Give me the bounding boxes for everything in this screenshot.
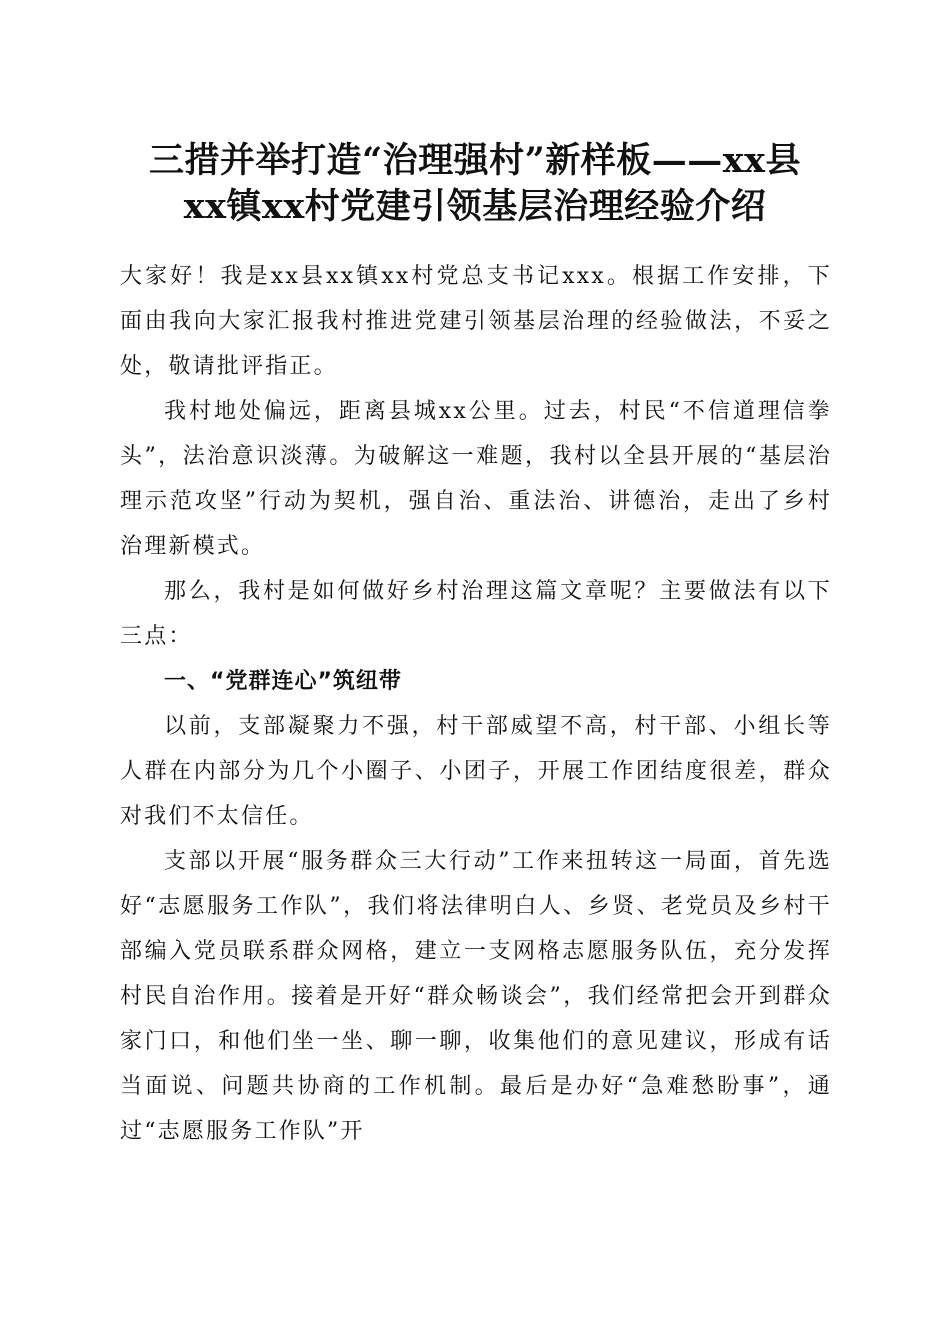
section1-paragraph-2: 支部以开展“服务群众三大行动”工作来扭转这一局面，首先选好“志愿服务工作队”，我们将法律明白人、乡贤、老党员及乡村干部编入党员联系群众网格，建立一支网格志愿服务队伍，充分发挥村民自治作用。接着是开好“群众畅谈会”，我们经常把会开到群众家门口，和他们坐一坐、聊一聊，收集他们的意见建议，形成有话当面说、问题共协商的工作机制。最后是办好“急难愁盼事”，通过“志愿服务工作队”开 bbox=[120, 849, 832, 1144]
document-title bbox=[120, 138, 830, 230]
section1-paragraph-1: 以前，支部凝聚力不强，村干部威望不高，村干部、小组长等人群在内部分为几个小圈子、小团子，开展工作团结度很差，群众对我们不太信任。 bbox=[120, 714, 832, 829]
greeting-paragraph: 大家好！我是xx县xx镇xx村党总支书记xxx。根据工作安排，下面由我向大家汇报我村推进党建引领基层治理的经验做法，不妥之处，敬请批评指正。 bbox=[120, 264, 832, 379]
section-heading-1: 一、“党群连心”筑纽带 bbox=[164, 669, 402, 694]
intro-paragraph: 那么，我村是如何做好乡村治理这篇文章呢？主要做法有以下三点： bbox=[120, 579, 832, 649]
document-body bbox=[120, 254, 832, 1154]
title-line-1: 三措并举打造“治理强村”新样板——xx县 bbox=[149, 140, 801, 181]
title-line-2: xx镇xx村党建引领基层治理经验介绍 bbox=[183, 186, 767, 227]
background-paragraph: 我村地处偏远，距离县城xx公里。过去，村民“不信道理信拳头”，法治意识淡薄。为破解这一难题，我村以全县开展的“基层治理示范攻坚”行动为契机，强自治、重法治、讲德治，走出了乡村治理新模式。 bbox=[120, 399, 832, 559]
